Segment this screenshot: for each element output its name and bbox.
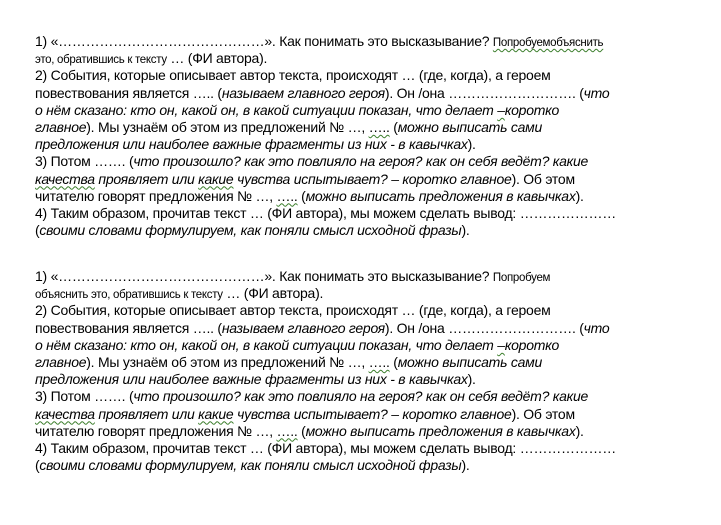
text-fragment-italic: можно выписать предложения в кавычках xyxy=(305,422,576,439)
text-fragment: 4) Таким образом, прочитав текст … (ФИ автора), мы можем сделать вывод: ………………… xyxy=(35,204,616,221)
text-line xyxy=(35,67,705,84)
text-fragment-italic: главное xyxy=(35,118,87,135)
text-fragment: ). xyxy=(467,136,476,153)
text-fragment-italic: своими словами формулируем, как поняли смысл исходной фразы xyxy=(39,457,462,474)
text-line xyxy=(35,188,705,205)
text-fragment: ). Он /она ………………………. ( xyxy=(384,84,584,101)
text-fragment-italic: называем главного героя xyxy=(221,319,385,336)
text-fragment: ….. xyxy=(368,118,390,135)
text-line xyxy=(35,423,705,440)
text-fragment: 1) «………………………………………». Как понимать это высказывание? xyxy=(35,33,493,49)
text-fragment-italic: что xyxy=(583,319,610,336)
text-fragment: 2) События, которые описывает автор текста, происходят … (где, когда), а героем xyxy=(35,67,551,84)
text-line xyxy=(35,119,705,136)
text-fragment: читателю говорят предложения № …, xyxy=(35,187,277,204)
text-line xyxy=(35,285,705,302)
text-fragment-italic: – xyxy=(497,101,505,118)
text-fragment: ). xyxy=(575,187,584,204)
text-fragment-italic: о нём сказано: кто он, какой он, в какой ситуации показан, что делает xyxy=(35,101,498,118)
text-fragment-italic: называем главного героя xyxy=(221,84,385,101)
text-line xyxy=(35,268,705,285)
text-fragment-italic: что xyxy=(583,84,610,101)
text-fragment: ). xyxy=(461,222,470,239)
text-line xyxy=(35,171,705,188)
text-fragment: ( xyxy=(297,422,306,439)
text-fragment: ). Мы узнаём об этом из предложений № …, xyxy=(86,353,369,370)
text-fragment-italic: – xyxy=(497,336,505,353)
text-fragment-italic: своими словами формулируем, как поняли смысл исходной фразы xyxy=(39,222,462,239)
text-fragment-italic: проявляет или xyxy=(94,170,199,187)
text-fragment: ). xyxy=(461,457,470,474)
text-fragment: ….. xyxy=(276,422,298,439)
text-fragment-italic: о нём сказано: кто он, какой он, в какой ситуации показан, что делает xyxy=(35,336,498,353)
text-fragment-italic: можно выписать предложения в кавычках xyxy=(305,187,576,204)
text-fragment-italic: качества xyxy=(35,170,95,187)
text-fragment-italic: какие xyxy=(198,405,234,422)
text-fragment: 3) Потом ……. ( xyxy=(35,388,134,405)
text-line xyxy=(35,354,705,371)
text-fragment: ( xyxy=(389,118,398,135)
text-fragment-small: Попробуем xyxy=(492,272,551,284)
text-fragment-small: Попробуемобъяснить xyxy=(492,37,604,49)
text-fragment-small: объяснить это, обратившись к тексту xyxy=(35,289,223,302)
text-line xyxy=(35,222,705,239)
text-fragment: повествования является ….. ( xyxy=(35,319,222,336)
paragraph-block-2 xyxy=(35,268,705,474)
text-fragment: 1) «………………………………………». Как понимать это высказывание? xyxy=(35,268,493,284)
text-line xyxy=(35,320,705,337)
text-fragment: ….. xyxy=(368,353,390,370)
text-fragment: читателю говорят предложения № …, xyxy=(35,422,277,439)
text-fragment-italic: коротко xyxy=(504,336,560,353)
text-line xyxy=(35,102,705,119)
text-fragment: 3) Потом ……. ( xyxy=(35,153,134,170)
text-fragment: … (ФИ автора). xyxy=(222,285,324,302)
text-fragment-italic: коротко xyxy=(504,101,560,118)
text-fragment: повествования является ….. ( xyxy=(35,84,222,101)
text-fragment: ). Он /она ………………………. ( xyxy=(384,319,584,336)
text-fragment: ( xyxy=(35,457,40,474)
text-line xyxy=(35,440,705,457)
text-fragment-italic: предложения или наиболее важные фрагменты из них - в кавычках xyxy=(35,136,468,153)
text-fragment: 2) События, которые описывает автор текста, происходят … (где, когда), а героем xyxy=(35,302,551,319)
text-fragment-italic: можно выписать сами xyxy=(397,118,542,135)
text-line xyxy=(35,153,705,170)
text-fragment-italic: предложения или наиболее важные фрагменты из них - в кавычках xyxy=(35,371,468,388)
text-fragment-italic: чувства испытывает? – коротко главное xyxy=(233,405,512,422)
text-line xyxy=(35,388,705,405)
text-fragment-italic: можно выписать сами xyxy=(397,353,542,370)
text-line xyxy=(35,50,705,67)
paragraph-block-1 xyxy=(35,33,705,239)
text-fragment: ( xyxy=(389,353,398,370)
text-fragment: … (ФИ автора). xyxy=(166,50,268,67)
text-fragment: ). xyxy=(467,371,476,388)
text-fragment: ). Об этом xyxy=(511,405,575,422)
text-fragment-italic: качества xyxy=(35,405,95,422)
text-line xyxy=(35,33,705,50)
text-line xyxy=(35,406,705,423)
text-fragment-italic: какие xyxy=(198,170,234,187)
text-line xyxy=(35,457,705,474)
text-fragment: ). Об этом xyxy=(511,170,575,187)
text-fragment: ). xyxy=(575,422,584,439)
text-fragment: ). Мы узнаём об этом из предложений № …, xyxy=(86,118,369,135)
text-line xyxy=(35,85,705,102)
text-line xyxy=(35,302,705,319)
text-line xyxy=(35,371,705,388)
text-fragment: ( xyxy=(35,222,40,239)
text-fragment-italic: что произошло? как это повлияло на героя? как он себя ведёт? какие xyxy=(133,153,589,170)
text-fragment: 4) Таким образом, прочитав текст … (ФИ автора), мы можем сделать вывод: ………………… xyxy=(35,439,616,456)
text-fragment: ….. xyxy=(276,187,298,204)
text-fragment-italic: чувства испытывает? – коротко главное xyxy=(233,170,512,187)
text-fragment: ( xyxy=(297,187,306,204)
text-fragment-small: это, обратившись к тексту xyxy=(35,54,167,67)
text-line xyxy=(35,205,705,222)
text-fragment-italic: проявляет или xyxy=(94,405,199,422)
text-fragment-italic: что произошло? как это повлияло на героя? как он себя ведёт? какие xyxy=(133,388,589,405)
text-line xyxy=(35,337,705,354)
text-fragment-italic: главное xyxy=(35,353,87,370)
text-line xyxy=(35,136,705,153)
